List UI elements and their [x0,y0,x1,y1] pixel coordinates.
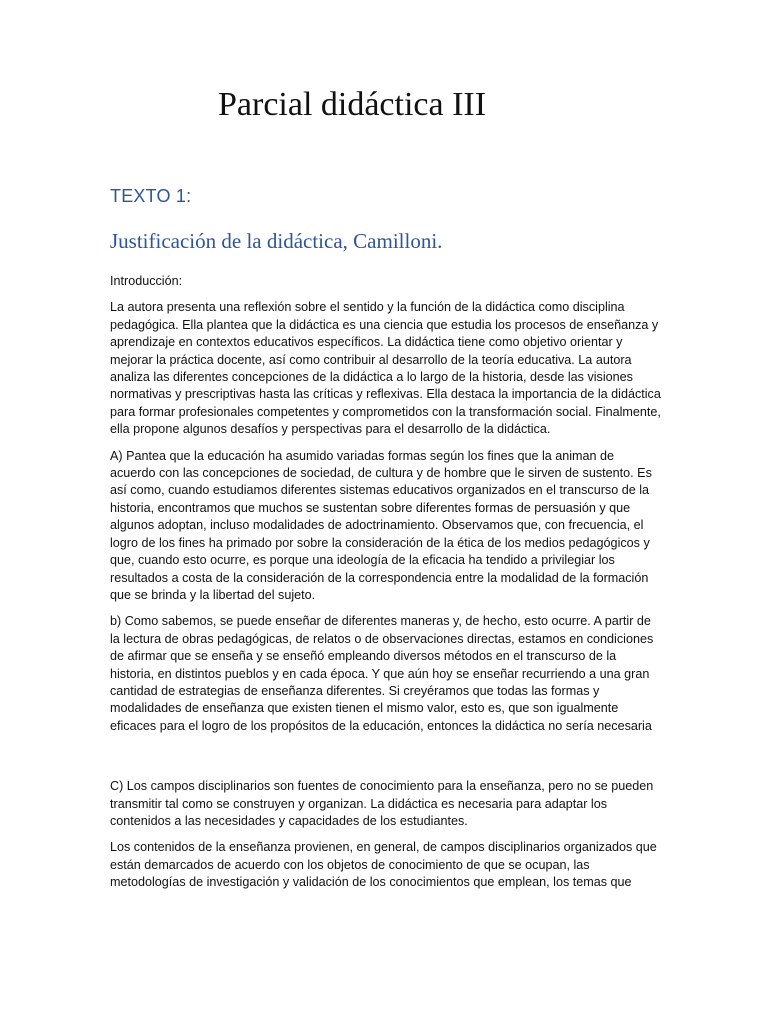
document-title: Parcial didáctica III [218,86,487,123]
paragraph-b: b) Como sabemos, se puede enseñar de diferentes maneras y, de hecho, esto ocurre. A partir de la lectura de obras pedagógicas, de relatos o de observaciones directas, estamos en condiciones de afirmar que se enseña y se enseñó empleando diversos métodos en el transcurso de la historia, en distintos pueblos y en cada época. Y que aún hoy se enseñar recurriendo a una gran cantidad de estrategias de enseñanza diferentes. Si creyéramos que todas las formas y modalidades de enseñanza que existen tienen el mismo valor, esto es, que son igualmente eficaces para el logro de los propósitos de la educación, entonces la didáctica no sería necesaria [110,614,654,733]
paragraph-c: C) Los campos disciplinarios son fuentes de conocimiento para la enseñanza, pero no se pueden transmitir tal como se construyen y organizan. La didáctica es necesaria para adaptar los contenidos a las necesidades y capacidades de los estudiantes. [110,779,654,828]
paragraph-a: A) Pantea que la educación ha asumido variadas formas según los fines que la animan de acuerdo con las concepciones de sociedad, de cultura y de hombre que le sirven de sustento. Es así como, cuando estudiamos diferentes sistemas educativos organizados en el transcurso de la historia, encontramos que muchos se sustentan sobre diferentes formas de persuasión y que algunos adoptan, incluso modalidades de adoctrinamiento. Observamos que, con frecuencia, el logro de los fines ha primado por sobre la consideración de la ética de los medios pedagógicos y que, cuando esto ocurre, es porque una ideología de la eficacia ha tendido a privilegiar los resultados a costa de la consideración de la correspondencia entre la modalidad de la formación que se brinda y la libertad del sujeto. [110,448,652,602]
subheading: Justificación de la didáctica, Camilloni. [110,229,443,253]
paragraph-contents: Los contenidos de la enseñanza provienen, en general, de campos disciplinarios organizados que están demarcados de acuerdo con los objetos de conocimiento de que se ocupan, las metodologías de investigación y validación de los conocimientos que emplean, los temas que [110,840,657,890]
section-heading: TEXTO 1: [110,186,192,206]
paragraph-intro: La autora presenta una reflexión sobre el sentido y la función de la didáctica como disciplina pedagógica. Ella plantea que la didáctica es una ciencia que estudia los procesos de enseñanza y aprendizaje en contextos educativos específicos. La didáctica tiene como objetivo orientar y mejorar la práctica docente, así como contribuir al desarrollo de la teoría educativa. La autora analiza las diferentes concepciones de la didáctica a lo largo de la historia, desde las visiones normativas y prescriptivas hasta las críticas y reflexivas. Ella destaca la importancia de la didáctica para formar profesionales competentes y comprometidos con la transformación social. Finalmente, ella propone algunos desafíos y perspectivas para el desarrollo de la didáctica. [110,300,661,437]
intro-label: Introducción: [110,274,183,288]
